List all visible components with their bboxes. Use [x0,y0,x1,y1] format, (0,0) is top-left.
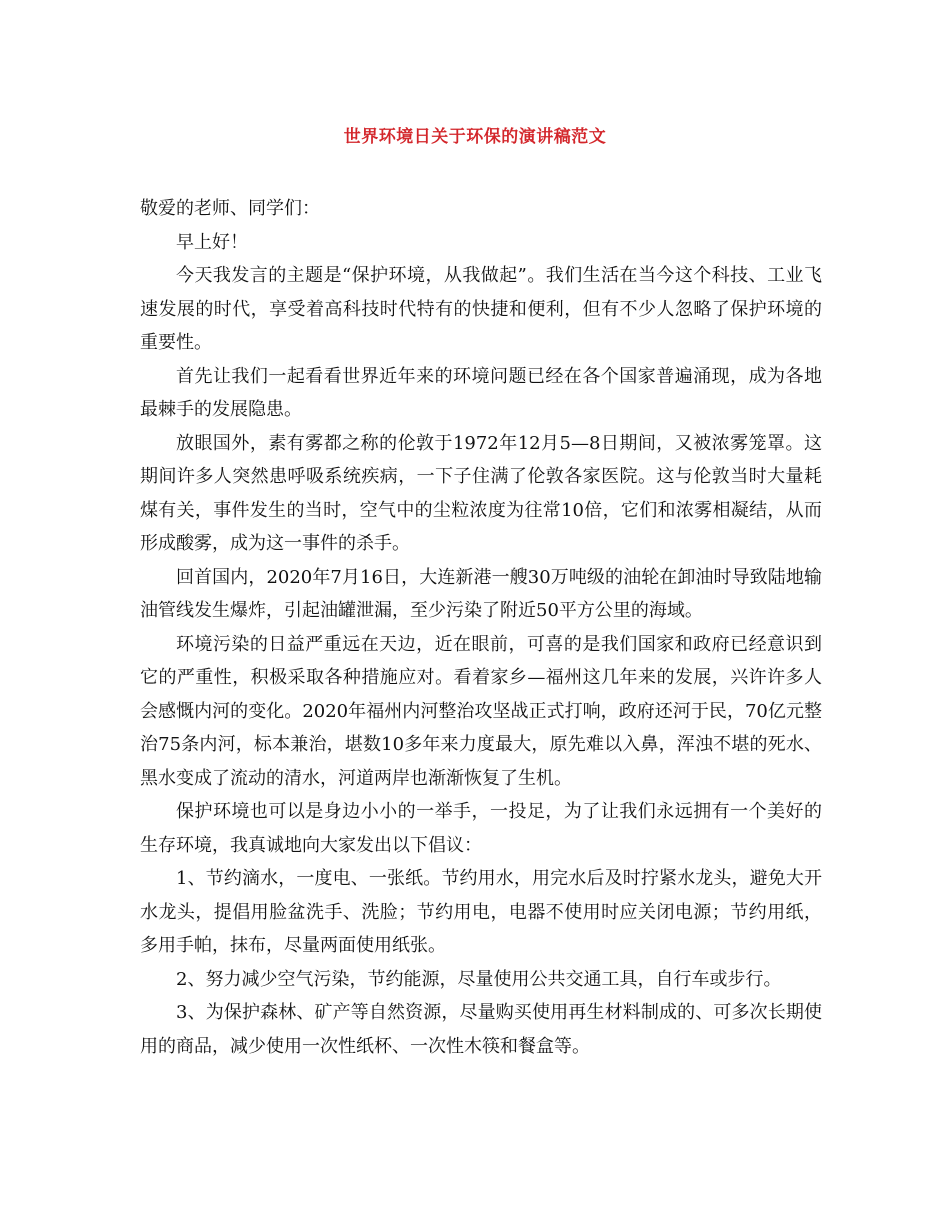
paragraph-fuzhou-rivers: 环境污染的日益严重远在天边，近在眼前，可喜的是我们国家和政府已经意识到它的严重性，积极采取各种措施应对。看着家乡—福州这几年来的发展，兴许许多人会感慨内河的变化。2020年福州内河整治攻坚战正式打响，政府还河于民，70亿元整治75条内河，标本兼治，堪数10多年来力度最大，原先难以入鼻，浑浊不堪的死水、黑水变成了流动的清水，河道两岸也渐渐恢复了生机。 [140,633,822,789]
greeting: 早上好！ [176,231,248,253]
proposal-item-3: 3、为保护森林、矿产等自然资源，尽量购买使用再生材料制成的、可多次长期使用的商品，减少使用一次性纸杯、一次性木筷和餐盒等。 [140,1002,822,1057]
proposal-item-1: 1、节约滴水，一度电、一张纸。节约用水，用完水后及时拧紧水龙头，避免大开水龙头，提倡用脸盆洗手、洗脸；节约用电，电器不使用时应关闭电源；节约用纸，多用手帕，抹布，尽量两面使用纸张。 [140,868,822,956]
paragraph-proposal-intro: 保护环境也可以是身边小小的一举手，一投足，为了让我们永远拥有一个美好的生存环境，我真诚地向大家发出以下倡议： [140,801,822,856]
proposal-item-2: 2、努力减少空气污染，节约能源，尽量使用公共交通工具，自行车或步行。 [176,968,782,990]
paragraph-world-issues: 首先让我们一起看看世界近年来的环境问题已经在各个国家普遍涌现，成为各地最棘手的发展隐患。 [140,365,822,420]
paragraph-topic: 今天我发言的主题是“保护环境，从我做起”。我们生活在当今这个科技、工业飞速发展的时代，享受着高科技时代特有的快捷和便利，但有不少人忽略了保护环境的重要性。 [140,265,822,353]
paragraph-dalian-oil: 回首国内，2020年7月16日，大连新港一艘30万吨级的油轮在卸油时导致陆地输油管线发生爆炸，引起油罐泄漏，至少污染了附近50平方公里的海域。 [140,566,822,621]
document-title: 世界环境日关于环保的演讲稿范文 [343,127,607,147]
document-body [140,192,822,1063]
paragraph-london-smog: 放眼国外，素有雾都之称的伦敦于1972年12月5—8日期间，又被浓雾笼罩。这期间许多人突然患呼吸系统疾病，一下子住满了伦敦各家医院。这与伦敦当时大量耗煤有关，事件发生的当时，空气中的尘粒浓度为往常10倍，它们和浓雾相凝结，从而形成酸雾，成为这一事件的杀手。 [140,432,822,554]
salutation: 敬爱的老师、同学们： [140,198,320,219]
